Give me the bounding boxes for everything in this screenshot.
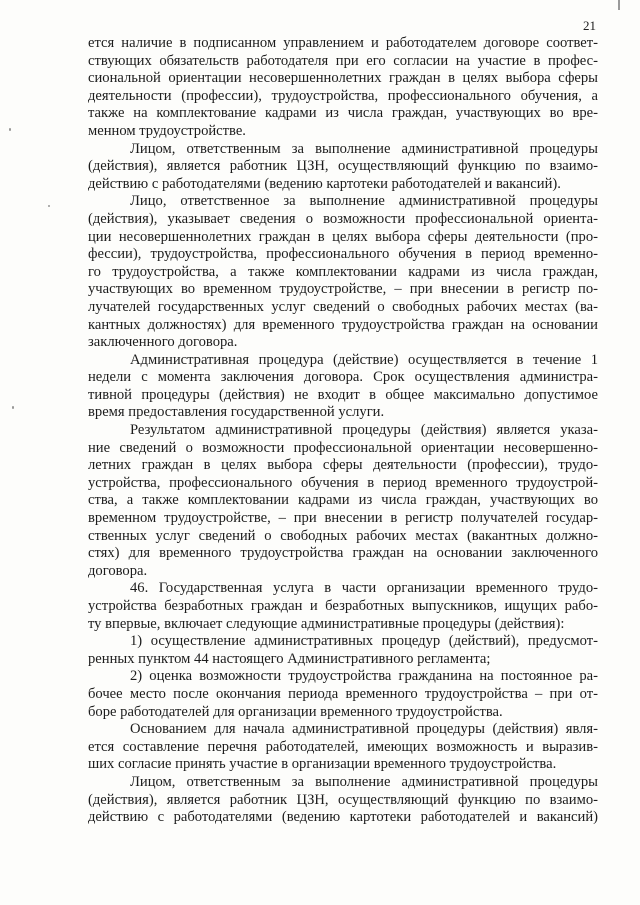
text-line: 1) осуществление административных процедур (действий), предусмот- <box>130 633 598 650</box>
text-line: ственных услуг сведений о свободных рабочих местах (вакантных должно- <box>88 527 598 544</box>
text-line: Лицом, ответственным за выполнение административной процедуры <box>130 140 598 157</box>
text-line: договора. <box>88 562 148 579</box>
text-line: ренных пунктом 44 настоящего Административного регламента; <box>88 650 491 667</box>
scan-speck <box>48 205 50 207</box>
scan-speck <box>12 406 14 409</box>
text-line: участвующих во временном трудоустройстве, – при внесении в регистр по- <box>88 281 598 298</box>
text-line: действию с работодателями (ведению картотеки работодателей и вакансий) <box>88 809 598 826</box>
text-line: Лицо, ответственное за выполнение административной процедуры <box>130 193 598 210</box>
text-line: ется наличие в подписанном управлением и работодателем договоре соответ- <box>88 35 598 51</box>
text-line: 2) оценка возможности трудоустройства гражданина на постоянное ра- <box>130 668 598 685</box>
text-line: (действия), является работник ЦЗН, осуществляющий функцию по взаимо- <box>88 791 598 808</box>
text-line: го трудоустройства, а также комплектовании кадрами из числа граждан, <box>88 263 598 280</box>
text-line: ших согласие принять участие в организации временного трудоустройства. <box>88 756 557 773</box>
text-line: боре работодателей для организации временного трудоустройства. <box>88 703 503 720</box>
text-line: сиональной ориентации несовершеннолетних граждан в целях выбора сферы <box>88 70 598 87</box>
document-body <box>88 35 598 827</box>
text-line: 46. Государственная услуга в части организации временного трудо- <box>130 580 598 597</box>
text-line: менном трудоустройстве. <box>88 122 246 139</box>
text-line: Лицом, ответственным за выполнение административной процедуры <box>130 773 598 790</box>
text-line: действию с работодателями (ведению картотеки работодателей и вакансий). <box>88 175 561 192</box>
text-line: ется составление перечня работодателей, имеющих возможность и выразив- <box>88 738 598 755</box>
text-line: стях) для временного трудоустройства граждан на основании заключенного <box>88 545 598 562</box>
text-line: Основанием для начала административной процедуры (действия) явля- <box>130 721 598 738</box>
text-line: ту впервые, включает следующие административные процедуры (действия): <box>88 615 565 632</box>
text-line: тивной процедуры (действия) не входит в общее максимально допустимое <box>88 386 598 403</box>
text-line: устройства, профессионального обучения в период временного трудоустрой- <box>88 474 598 491</box>
text-line: деятельности (профессии), трудоустройства, профессионального обучения, а <box>88 87 598 104</box>
text-line: летних граждан в целях выбора сферы деятельности (профессии), трудо- <box>88 457 598 474</box>
text-line: (действия), указывает сведения о возможности профессиональной ориента- <box>88 210 598 227</box>
text-line: ние сведений о возможности профессиональной ориентации несовершенно- <box>88 439 598 456</box>
text-line: временном трудоустройстве, – при внесении в регистр получателей государ- <box>88 510 598 527</box>
text-line: Административная процедура (действие) осуществляется в течение 1 <box>130 351 598 368</box>
text-line: заключенного договора. <box>88 334 238 351</box>
text-line: фессии), трудоустройства, профессионального обучения в период временно- <box>88 246 598 263</box>
scan-speck <box>9 128 11 131</box>
text-line: ции несовершеннолетних граждан в целях выбора сферы деятельности (про- <box>88 228 598 245</box>
text-line: лучателей государственных услуг сведений о свободных рабочих местах (ва- <box>88 298 598 315</box>
text-line: (действия), является работник ЦЗН, осуществляющий функцию по взаимо- <box>88 158 598 175</box>
text-line: ства, а также комплектовании кадрами из числа граждан, участвующих во <box>88 492 598 509</box>
page-number: 21 <box>583 18 596 33</box>
text-line: ствующих обязательств работодателя при его согласии на участие в профес- <box>88 52 598 69</box>
text-line: бочее место после окончания периода временного трудоустройства – при от- <box>88 685 598 702</box>
text-line: Результатом административной процедуры (действия) является указа- <box>130 422 598 439</box>
text-line: кантных должностях) для временного трудоустройства граждан на основании <box>88 316 598 333</box>
text-line: также на комплектование кадрами из числа граждан, участвующих во вре- <box>88 105 598 122</box>
text-line: недели с момента заключения договора. Срок осуществления администра- <box>88 369 598 386</box>
text-line: время предоставления государственной услуги. <box>88 404 385 421</box>
text-line: устройства безработных граждан и безработных выпускников, ищущих рабо- <box>88 598 598 614</box>
scan-edge-mark <box>618 0 620 10</box>
